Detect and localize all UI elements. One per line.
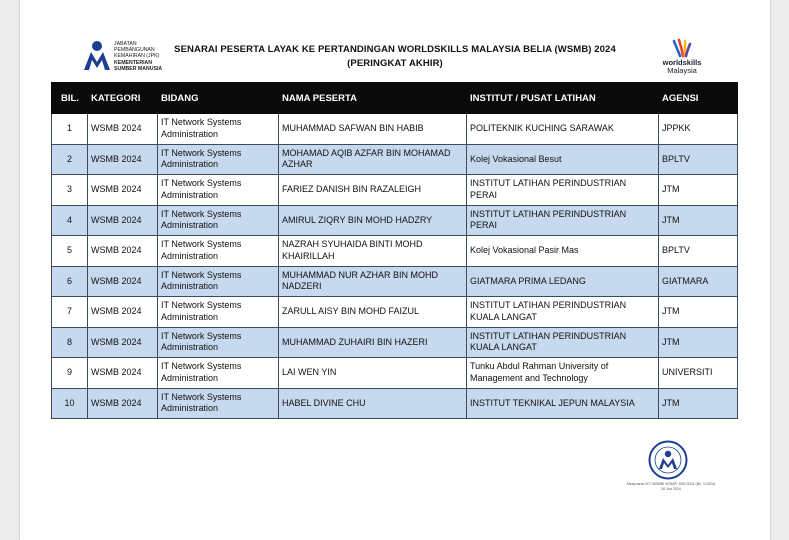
jpk-line-4: KEMENTERIAN — [114, 59, 153, 66]
table-row — [52, 175, 738, 206]
cell-bil: 1 — [52, 114, 88, 145]
cell-institut: Tunku Abdul Rahman University of Management and Technology — [467, 358, 659, 389]
cell-institut: Kolej Vokasional Pasir Mas — [467, 236, 659, 267]
cell-nama-peserta: MOHAMAD AQIB AZFAR BIN MOHAMAD AZHAR — [279, 144, 467, 175]
cell-institut: POLITEKNIK KUCHING SARAWAK — [467, 114, 659, 145]
cell-kategori: WSMB 2024 — [88, 266, 158, 297]
cell-nama-peserta: ZARULL AISY BIN MOHD FAIZUL — [279, 297, 467, 328]
table-body — [52, 114, 738, 419]
col-header-bidang: BIDANG — [158, 83, 279, 114]
cell-bidang: IT Network Systems Administration — [158, 327, 279, 358]
cell-bil: 7 — [52, 297, 88, 328]
cell-bidang: IT Network Systems Administration — [158, 144, 279, 175]
meeting-reference-line: Mesyuarat JKT WSMB/ WSMP/ JSM 2024 (Bil. 3-2024) — [626, 482, 716, 486]
jpk-stamp-icon — [648, 440, 688, 480]
cell-kategori: WSMB 2024 — [88, 358, 158, 389]
table-row — [52, 236, 738, 267]
cell-nama-peserta: FARIEZ DANISH BIN RAZALEIGH — [279, 175, 467, 206]
jpk-emblem-icon — [82, 40, 112, 72]
cell-agensi: JTM — [659, 297, 738, 328]
cell-kategori: WSMB 2024 — [88, 236, 158, 267]
jpk-line-1: JABATAN — [114, 41, 137, 47]
table-row — [52, 327, 738, 358]
jpk-line-3: KEMAHIRAN (JPK) — [114, 53, 160, 60]
cell-agensi: JTM — [659, 175, 738, 206]
cell-nama-peserta: MUHAMMAD NUR AZHAR BIN MOHD NADZERI — [279, 266, 467, 297]
cell-nama-peserta: NAZRAH SYUHAIDA BINTI MOHD KHAIRILLAH — [279, 236, 467, 267]
cell-agensi: BPLTV — [659, 144, 738, 175]
cell-bil: 5 — [52, 236, 88, 267]
cell-institut: INSTITUT LATIHAN PERINDUSTRIAN PERAI — [467, 175, 659, 206]
jpk-line-5: SUMBER MANUSIA — [114, 65, 163, 72]
cell-kategori: WSMB 2024 — [88, 205, 158, 236]
meeting-date: 26 Jun 2024 — [661, 486, 681, 491]
cell-agensi: JTM — [659, 205, 738, 236]
cell-institut: INSTITUT LATIHAN PERINDUSTRIAN PERAI — [467, 205, 659, 236]
table-header-row — [52, 83, 738, 114]
cell-institut: INSTITUT LATIHAN PERINDUSTRIAN KUALA LANGAT — [467, 297, 659, 328]
table-row — [52, 205, 738, 236]
cell-kategori: WSMB 2024 — [88, 144, 158, 175]
cell-institut: Kolej Vokasional Besut — [467, 144, 659, 175]
cell-bidang: IT Network Systems Administration — [158, 236, 279, 267]
jpk-line-2: PEMBANGUNAN — [114, 47, 155, 54]
col-header-bil: BIL. — [52, 83, 88, 114]
worldskills-logo-text — [656, 59, 708, 75]
table-row — [52, 297, 738, 328]
cell-nama-peserta: MUHAMMAD SAFWAN BIN HABIB — [279, 114, 467, 145]
meeting-reference — [616, 482, 726, 491]
table-row — [52, 266, 738, 297]
cell-bil: 6 — [52, 266, 88, 297]
jpk-logo-text — [114, 41, 162, 72]
document-subtitle: (PERINGKAT AKHIR) — [347, 58, 443, 69]
cell-agensi: JPPKK — [659, 114, 738, 145]
cell-bidang: IT Network Systems Administration — [158, 297, 279, 328]
cell-bidang: IT Network Systems Administration — [158, 358, 279, 389]
cell-institut: INSTITUT LATIHAN PERINDUSTRIAN KUALA LANGAT — [467, 327, 659, 358]
col-header-nama: NAMA PESERTA — [279, 83, 467, 114]
cell-kategori: WSMB 2024 — [88, 388, 158, 419]
table-row — [52, 388, 738, 419]
participants-table — [51, 82, 738, 419]
table-row — [52, 114, 738, 145]
cell-kategori: WSMB 2024 — [88, 327, 158, 358]
cell-bil: 8 — [52, 327, 88, 358]
cell-nama-peserta: MUHAMMAD ZUHAIRI BIN HAZERI — [279, 327, 467, 358]
cell-bil: 10 — [52, 388, 88, 419]
cell-agensi: UNIVERSITI — [659, 358, 738, 389]
worldskills-country: Malaysia — [667, 66, 697, 75]
table-row — [52, 144, 738, 175]
cell-kategori: WSMB 2024 — [88, 114, 158, 145]
cell-kategori: WSMB 2024 — [88, 175, 158, 206]
cell-institut: INSTITUT TEKNIKAL JEPUN MALAYSIA — [467, 388, 659, 419]
cell-bidang: IT Network Systems Administration — [158, 388, 279, 419]
document-title: SENARAI PESERTA LAYAK KE PERTANDINGAN WORLDSKILLS MALAYSIA BELIA (WSMB) 2024 — [174, 44, 616, 55]
cell-bil: 9 — [52, 358, 88, 389]
document-page — [20, 0, 770, 540]
cell-bil: 3 — [52, 175, 88, 206]
cell-agensi: JTM — [659, 327, 738, 358]
cell-agensi: BPLTV — [659, 236, 738, 267]
cell-bidang: IT Network Systems Administration — [158, 114, 279, 145]
col-header-agensi: AGENSI — [659, 83, 738, 114]
cell-kategori: WSMB 2024 — [88, 297, 158, 328]
cell-agensi: GIATMARA — [659, 266, 738, 297]
cell-agensi: JTM — [659, 388, 738, 419]
cell-nama-peserta: AMIRUL ZIQRY BIN MOHD HADZRY — [279, 205, 467, 236]
cell-bidang: IT Network Systems Administration — [158, 175, 279, 206]
col-header-kategori: KATEGORI — [88, 83, 158, 114]
col-header-institut: INSTITUT / PUSAT LATIHAN — [467, 83, 659, 114]
cell-institut: GIATMARA PRIMA LEDANG — [467, 266, 659, 297]
worldskills-word: worldskills — [662, 58, 702, 67]
cell-nama-peserta: HABEL DIVINE CHU — [279, 388, 467, 419]
cell-bidang: IT Network Systems Administration — [158, 205, 279, 236]
cell-nama-peserta: LAI WEN YIN — [279, 358, 467, 389]
cell-bil: 2 — [52, 144, 88, 175]
table-row — [52, 358, 738, 389]
cell-bidang: IT Network Systems Administration — [158, 266, 279, 297]
worldskills-emblem-icon — [670, 38, 694, 60]
worldskills-logo — [656, 38, 706, 78]
cell-bil: 4 — [52, 205, 88, 236]
